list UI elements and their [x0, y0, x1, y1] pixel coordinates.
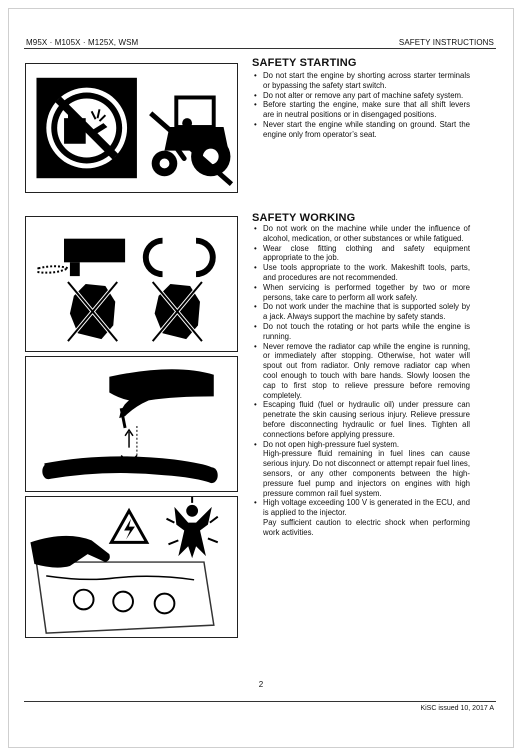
list-item: • Before starting the engine, make sure that all shift levers are in neutral positions or in disengaged positions. — [252, 100, 470, 120]
hand-pointing-icon — [109, 369, 213, 428]
header-section-name: SAFETY INSTRUCTIONS — [398, 38, 494, 47]
engine-block-icon — [36, 562, 213, 633]
safety-clothing-illustration — [25, 216, 238, 352]
starting-pictogram — [26, 64, 237, 192]
list-item — [252, 440, 470, 499]
list-item: • Escaping fluid (fuel or hydraulic oil) under pressure can penetrate the skin causing serious injury. Relieve pressure before disconnecting hydraulic or fuel lines. Tighten all connections before applying pressure. — [252, 400, 470, 439]
leak-pictogram — [26, 357, 237, 491]
list-item: • Use tools appropriate to the work. Makeshift tools, parts, and procedures are not recommended. — [252, 263, 470, 283]
list-item: • Do not work on the machine while under the influence of alcohol, medication, or other substances or while fatigued. — [252, 224, 470, 244]
no-jewelry-hand-icon — [153, 282, 202, 341]
list-item — [252, 498, 470, 537]
operator-seat-icon — [151, 97, 232, 184]
list-item: • Never remove the radiator cap while the engine is running, or immediately after stopping. Otherwise, hot water will spout out from radiator. Only remove radiator cap when cool enough to touch with bare hands. Slowly loosen the cap to first stop to relieve pressure before removing completely. — [252, 342, 470, 401]
clothing-pictogram — [26, 217, 237, 351]
header-manual-models: M95X · M105X · M125X, WSM — [26, 38, 139, 47]
rotating-arrows-icon — [146, 241, 213, 275]
list-item: • When servicing is performed together by two or more persons, take care to perform all work safely. — [252, 283, 470, 303]
page-number: 2 — [258, 680, 264, 689]
fuel-item-detail: High-pressure fluid remaining in fuel lines can cause serious injury. Do not disconnect or attempt repair fuel lines, sensors, or any other components between the high-pressure fuel pump and injectors on engines with high pressure common rail fuel system. — [263, 449, 470, 498]
list-item: • Never start the engine while standing on ground. Start the engine only from operator’s seat. — [252, 120, 470, 140]
list-item: • Wear close fitting clothing and safety equipment appropriate to the job. — [252, 244, 470, 264]
electric-pictogram — [26, 497, 237, 637]
no-shorting-icon — [36, 78, 136, 178]
list-item: • Do not touch the rotating or hot parts while the engine is running. — [252, 322, 470, 342]
footer-issue: KiSC issued 10, 2017 A — [420, 705, 494, 712]
list-item: • Do not alter or remove any part of machine safety system. — [252, 91, 470, 101]
no-gloves-hand-icon — [68, 282, 117, 341]
safety-starting-list — [252, 71, 470, 140]
safety-electric-illustration — [25, 496, 238, 638]
footer-rule — [24, 701, 496, 702]
electrocuted-person-icon — [167, 497, 218, 558]
list-item: • Do not work under the machine that is supported solely by a jack. Always support the machine by safety stands. — [252, 302, 470, 322]
header-rule — [24, 48, 496, 49]
safety-working-list — [252, 224, 470, 538]
voltage-item-detail: Pay sufficient caution to electric shock when performing work activities. — [263, 517, 470, 537]
fuel-item-first: • Do not open high-pressure fuel system. — [263, 439, 400, 449]
safety-starting-title: SAFETY STARTING — [252, 57, 357, 69]
machine-shaft-icon — [38, 239, 125, 276]
list-item: • Do not start the engine by shorting across starter terminals or bypassing the safety start switch. — [252, 71, 470, 91]
safety-working-title: SAFETY WORKING — [252, 212, 356, 224]
safety-leak-illustration — [25, 356, 238, 492]
hydraulic-hose-icon — [42, 456, 217, 483]
safety-starting-illustration — [25, 63, 238, 193]
hand-reaching-icon — [30, 536, 109, 568]
high-voltage-warning-icon — [111, 511, 146, 543]
voltage-item-first: • High voltage exceeding 100 V is generated in the ECU, and is applied to the injector. — [263, 498, 470, 518]
